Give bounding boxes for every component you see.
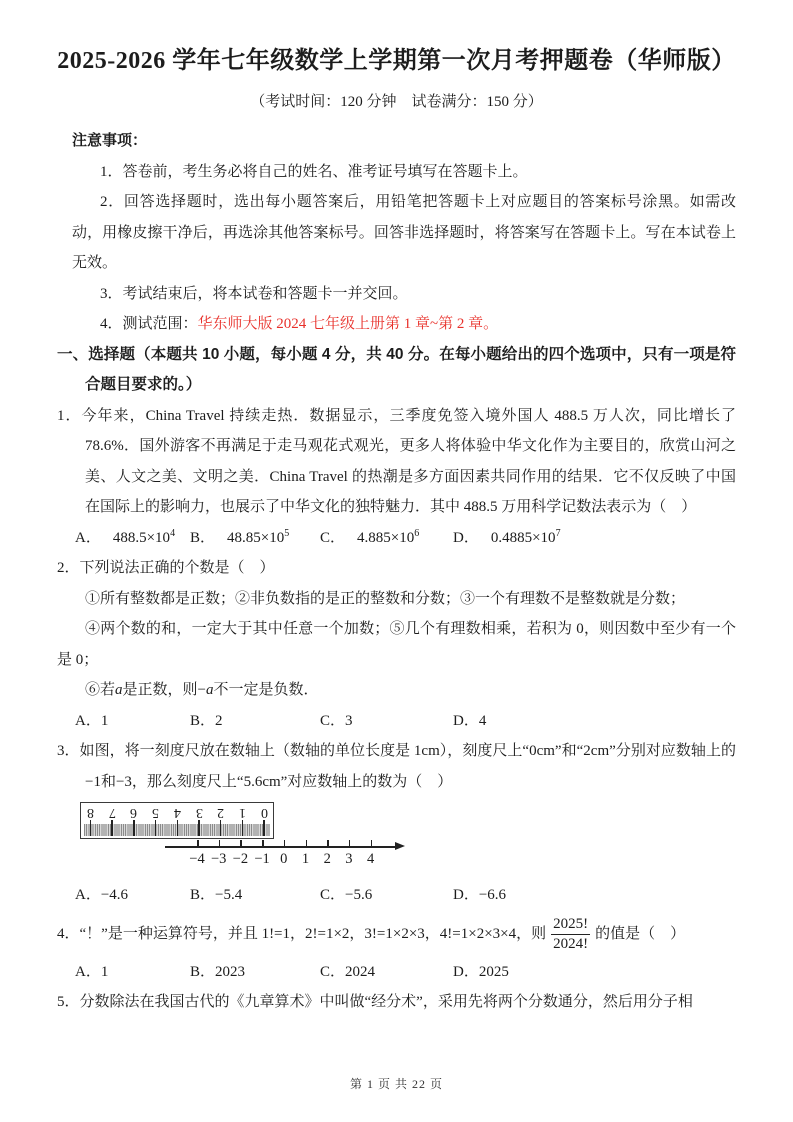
axis-label: 3 [345,851,353,867]
ruler-cm-tick [177,820,179,836]
q4-option-a: A．1 [75,963,109,980]
ruler-digit: 6 [130,805,138,820]
notice-item-3: 3．考试结束后，将本试卷和答题卡一并交回。 [100,285,408,302]
option-label: C． [320,529,346,546]
option-exponent: 4 [170,527,176,539]
question-4-options [75,957,736,988]
axis-tick [306,840,308,848]
axis-arrow-icon [395,842,405,850]
ruler-digit: 3 [195,805,203,820]
q3-option-c: C．−5.6 [320,887,373,903]
ruler-digit: 1 [238,805,246,820]
ruler-digit: 4 [173,805,181,820]
question-4 [57,911,736,957]
q3-option-a: A．−4.6 [75,887,129,903]
ruler-digit: 5 [152,805,160,820]
axis-tick [240,840,242,848]
question-5: 5．分数除法在我国古代的《九章算术》中叫做“经分术”，采用先将两个分数通分，然后用分子相 [57,994,693,1010]
axis-tick [327,840,329,848]
q2-option-a: A．1 [75,712,109,729]
ruler-cm-tick [155,820,157,836]
option-exponent: 6 [414,527,420,539]
q1-option-c [320,523,453,554]
exam-title: 2025-2026 学年七年级数学上学期第一次月考押题卷（华师版） [57,48,736,74]
axis-label: −2 [232,851,249,867]
q2-statements-4-5: ④两个数的和，一定大于其中任意一个加数；⑤几个有理数相乘，若积为 0，则因数中至少有一个是 0； [57,621,736,668]
axis-tick [262,840,264,848]
exam-meta: （考试时间：120 分钟 试卷满分：150 分） [250,94,543,110]
axis-label: 2 [323,851,331,867]
q1-option-a [75,523,190,554]
q4-option-b: B．2023 [190,963,246,980]
q2-s6-text: 是正数，则− [122,682,206,698]
option-label: D． [453,529,479,546]
section-1-heading: 一、选择题（本题共 10 小题，每小题 4 分，共 40 分。在每小题给出的四个选项中，只有一项是符合题目要求的。） [57,345,736,393]
option-exponent: 7 [555,527,561,539]
question-1: 1．今年来，China Travel 持续走热．数据显示，三季度免签入境外国人 488.5 万人次，同比增长了 78.6%．国外游客不再满足于走马观花式观光，更多人将体验中华文化作为主要目的，欣赏山河之美、人文之美、文明之美．China Travel 的热潮是多方面因素共同作用的结果．它不仅反映了中国在国际上的影响力，也展示了中华文化的独特魅力．其中 488.5 万用科学记数法表示为（ ） [57,407,736,515]
q1-option-b [190,523,320,554]
variable-a: a [205,682,214,698]
option-label: B． [190,529,216,546]
notice-item-4-label: 4．测试范围： [100,316,198,332]
option-value: 488.5×10 [112,529,171,546]
number-line-axis [165,846,397,848]
notice-item-1: 1．答卷前，考生务必将自己的姓名、准考证号填写在答题卡上。 [100,163,528,180]
q2-statement-6 [57,675,736,706]
question-2-options [75,706,736,737]
option-value: 4.885×10 [357,529,415,546]
q4-option-c: C．2024 [320,963,376,980]
q2-statements-1-3: ①所有整数都是正数；②非负数指的是正的整数和分数；③一个有理数不是整数就是分数； [85,590,686,607]
q4-text: 的值是（ ） [595,925,686,942]
q2-s6-text: 不一定是负数． [213,682,319,698]
fraction [551,915,590,954]
question-3-options [75,880,736,911]
axis-tick [371,840,373,848]
ruler-digit: 2 [217,805,225,820]
test-scope-highlight: 华东师大版 2024 七年级上册第 1 章~第 2 章。 [197,316,499,332]
axis-label: −3 [210,851,227,867]
ruler-digit: 7 [108,805,116,820]
question-1-options [75,523,736,554]
axis-label: −1 [254,851,270,867]
number-line [165,838,415,878]
axis-label: 1 [301,851,310,867]
question-3: 3．如图，将一刻度尺放在数轴上（数轴的单位长度是 1cm），刻度尺上“0cm”和“2cm”分别对应数轴上的−1和−3，那么刻度尺上“5.6cm”对应数轴上的数为（ ） [57,743,736,790]
ruler-cm-tick [263,820,265,836]
ruler-cm-tick [111,820,113,836]
ruler-cm-tick [242,820,244,836]
ruler-digit: 8 [87,805,94,820]
q4-text: 4．“！”是一种运算符号，并且 1!=1，2!=1×2，3!=1×2×3，4!=1×2×3×4，则 [57,925,547,942]
fraction-denominator: 2024! [553,935,589,952]
option-value: 48.85×10 [227,529,285,546]
q1-option-d [453,523,561,554]
variable-a: a [115,682,123,698]
option-label: A． [75,529,101,546]
q2-option-d: D．4 [453,712,487,729]
axis-tick [284,840,286,848]
notice-item-2: 2．回答选择题时，选出每小题答案后，用铅笔把答题卡上对应题目的答案标号涂黑。如需改动，用橡皮擦干净后，再选涂其他答案标号。回答非选择题时，将答案写在答题卡上。写在本试卷上无效。 [72,194,736,271]
option-exponent: 5 [284,527,290,539]
ruler-cm-tick [220,820,222,836]
notice-heading: 注意事项： [72,132,148,149]
ruler-cm-tick [133,820,135,836]
q3-option-d: D．−6.6 [453,887,507,903]
q3-figure [57,802,736,878]
axis-label: 4 [366,851,375,867]
q4-option-d: D．2025 [453,963,509,980]
axis-label: −4 [189,851,205,867]
q2-s6-text: ⑥若 [85,682,116,698]
axis-tick [349,840,351,848]
option-value: 0.4885×10 [490,529,556,546]
q2-option-c: C．3 [320,712,353,729]
fraction-numerator: 2025! [551,915,590,935]
notice-item-4 [72,309,736,340]
ruler-cm-tick [198,820,200,836]
notice-section [72,126,736,340]
q3-option-b: B．−5.4 [190,887,243,903]
ruler [80,802,274,839]
question-2: 2．下列说法正确的个数是（ ） [57,560,275,576]
axis-tick [219,840,221,848]
axis-label: 0 [280,851,288,867]
ruler-cm-tick [90,820,92,836]
q2-option-b: B．2 [190,712,223,729]
page-number: 第 1 页 共 22 页 [349,1077,443,1091]
ruler-digit: 0 [260,805,268,820]
axis-tick [197,840,199,848]
